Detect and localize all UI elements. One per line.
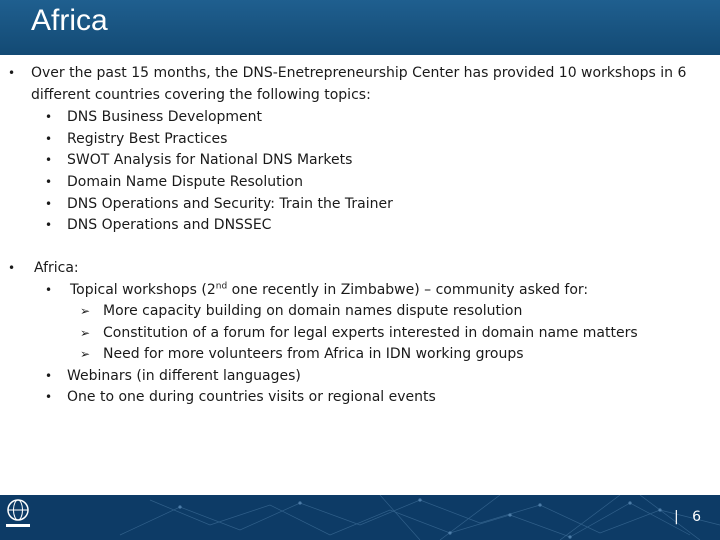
arrow-bullet-icon: ➢ <box>80 304 91 318</box>
topic-item: DNS Operations and DNSSEC <box>67 217 272 233</box>
bullet-1-line-2: different countries covering the following topics: <box>31 87 371 103</box>
community-ask: Constitution of a forum for legal experts interested in domain name matters <box>103 325 638 341</box>
sub-bullet-marker: • <box>45 390 53 404</box>
community-ask: Need for more volunteers from Africa in IDN working groups <box>103 346 524 362</box>
topic-item: Domain Name Dispute Resolution <box>67 174 303 190</box>
bullet-2-heading: Africa: <box>34 260 79 276</box>
bullet-1-line-1: Over the past 15 months, the DNS-Enetrepreneurship Center has provided 10 workshops in 6 <box>31 65 687 81</box>
page-separator: | <box>674 509 679 525</box>
footer-bar <box>0 495 720 540</box>
community-ask: More capacity building on domain names dispute resolution <box>103 303 523 319</box>
slide-title: Africa <box>31 4 108 37</box>
sub-bullet-marker: • <box>45 283 53 297</box>
network-pattern <box>0 495 720 540</box>
bullet-marker: • <box>8 66 16 80</box>
sub-bullet-marker: • <box>45 153 53 167</box>
page-number-value: 6 <box>692 509 701 525</box>
page-number <box>674 509 701 525</box>
sub-bullet-marker: • <box>45 218 53 232</box>
sub-bullet-marker: • <box>45 132 53 146</box>
title-bar <box>0 0 720 55</box>
sub-bullet-marker: • <box>45 369 53 383</box>
sub-bullet-marker: • <box>45 175 53 189</box>
topic-item: DNS Operations and Security: Train the Trainer <box>67 196 393 212</box>
workshop-prefix: Topical workshops (2 <box>70 282 216 298</box>
topic-item: SWOT Analysis for National DNS Markets <box>67 152 353 168</box>
bullet-marker: • <box>8 261 16 275</box>
workshop-ordinal-suffix: nd <box>215 281 228 292</box>
sub-bullet-marker: • <box>45 197 53 211</box>
icann-globe-icon <box>0 495 36 531</box>
topic-item: DNS Business Development <box>67 109 263 125</box>
africa-item: One to one during countries visits or regional events <box>67 389 436 405</box>
workshop-suffix: one recently in Zimbabwe) – community asked for: <box>227 282 589 298</box>
workshop-item <box>70 281 588 299</box>
sub-bullet-marker: • <box>45 110 53 124</box>
topic-item: Registry Best Practices <box>67 131 228 147</box>
arrow-bullet-icon: ➢ <box>80 326 91 340</box>
arrow-bullet-icon: ➢ <box>80 347 91 361</box>
africa-item: Webinars (in different languages) <box>67 368 301 384</box>
